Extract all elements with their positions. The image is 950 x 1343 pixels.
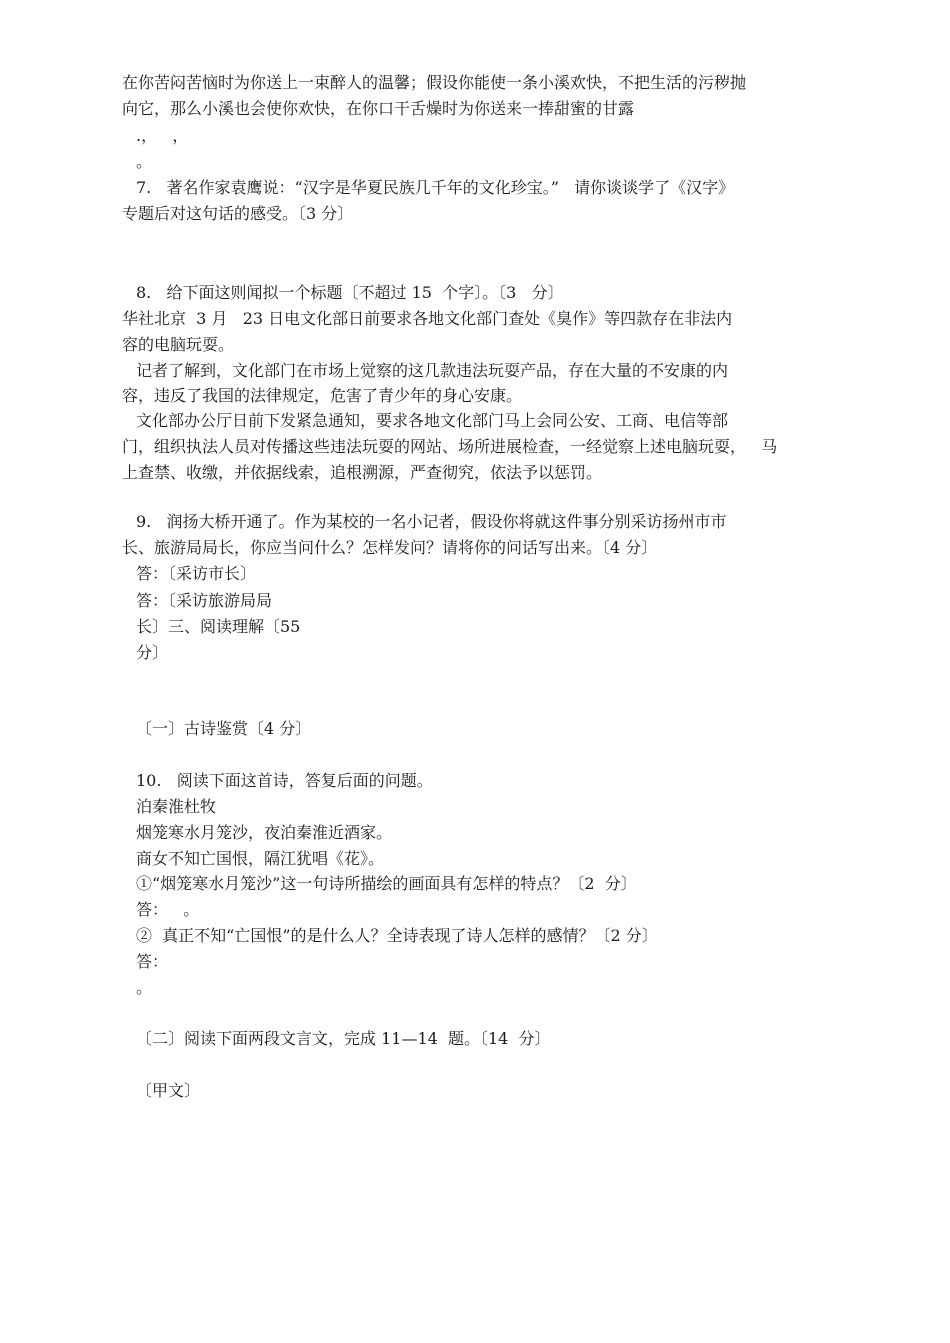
q10-answer-1: 答： 。	[136, 900, 200, 919]
question-9-line-1: 9. 润扬大桥开通了。作为某校的一名小记者，假设你将就这件事分别采访扬州市市	[136, 512, 727, 531]
q9-answer-tourism: 答：〔采访旅游局局	[136, 591, 273, 610]
question-7-line-1: 7. 著名作家袁鹰说：“汉字是华夏民族几千年的文化珍宝。” 请你谈谈学了《汉字》	[136, 178, 735, 197]
question-9-line-2: 长、旅游局局长，你应当问什么？怎样发问？请将你的问话写出来。〔4 分〕	[122, 538, 658, 557]
q8-paragraph-3b: 门，组织执法人员对传播这些违法玩耍的网站、场所进展检查，一经觉察上述电脑玩耍， 马	[122, 437, 778, 456]
poem-line-2: 商女不知亡国恨，隔江犹唱《花》。	[136, 849, 385, 868]
q8-paragraph-1b: 容的电脑玩耍。	[122, 335, 235, 354]
section-2-subheading: 〔甲文〕	[136, 1081, 201, 1100]
poem-line-1: 烟笼寒水月笼沙，夜泊秦淮近酒家。	[136, 823, 393, 842]
section-2-title: 〔二〕阅读下面两段文言文，完成 11—14 题。〔14 分〕	[136, 1029, 551, 1048]
section-3-heading-cont: 分〕	[136, 643, 169, 662]
question-7-line-2: 专题后对这句话的感受。〔3 分〕	[122, 204, 354, 223]
q10-sub-question-2: ② 真正不知“亡国恨”的是什么人？全诗表现了诗人怎样的感情？〔2 分〕	[136, 926, 658, 945]
intro-line-3: .， ，	[136, 126, 189, 145]
q8-paragraph-3a: 文化部办公厅日前下发紧急通知，要求各地文化部门马上会同公安、工商、电信等部	[136, 411, 729, 430]
q8-paragraph-1a: 华社北京 3 月 23 日电文化部日前要求各地文化部门查处《臭作》等四款存在非法内	[122, 309, 733, 328]
q8-paragraph-3c: 上查禁、收缴，并依据线索，追根溯源，严查彻究，依法予以惩罚。	[122, 463, 603, 482]
q10-answer-2-end: 。	[136, 978, 153, 997]
question-8-line-1: 8. 给下面这则闻拟一个标题〔不超过 15 个字〕。〔3 分〕	[136, 283, 564, 302]
section-3-heading: 长〕三、阅读理解〔55	[136, 617, 301, 636]
poem-title: 泊秦淮杜牧	[136, 797, 217, 816]
intro-line-1: 在你苦闷苦恼时为你送上一束醉人的温馨；假设你能使一条小溪欢快，不把生活的污秽抛	[122, 73, 747, 92]
intro-line-4: 。	[136, 152, 153, 171]
q10-answer-2: 答：	[136, 952, 169, 971]
q8-paragraph-2a: 记者了解到，文化部门在市场上觉察的这几款违法玩耍产品，存在大量的不安康的内	[136, 361, 729, 380]
intro-line-2: 向它，那么小溪也会使你欢快，在你口干舌燥时为你送来一捧甜蜜的甘露	[122, 99, 635, 118]
q9-answer-mayor: 答：〔采访市长〕	[136, 564, 257, 583]
q8-paragraph-2b: 容，违反了我国的法律规定，危害了青少年的身心安康。	[122, 386, 523, 405]
section-1-title: 〔一〕古诗鉴赏〔4 分〕	[136, 719, 312, 738]
q10-sub-question-1: ①“烟笼寒水月笼沙”这一句诗所描绘的画面具有怎样的特点？〔2 分〕	[136, 874, 637, 893]
question-10-line-1: 10. 阅读下面这首诗，答复后面的问题。	[136, 771, 433, 790]
